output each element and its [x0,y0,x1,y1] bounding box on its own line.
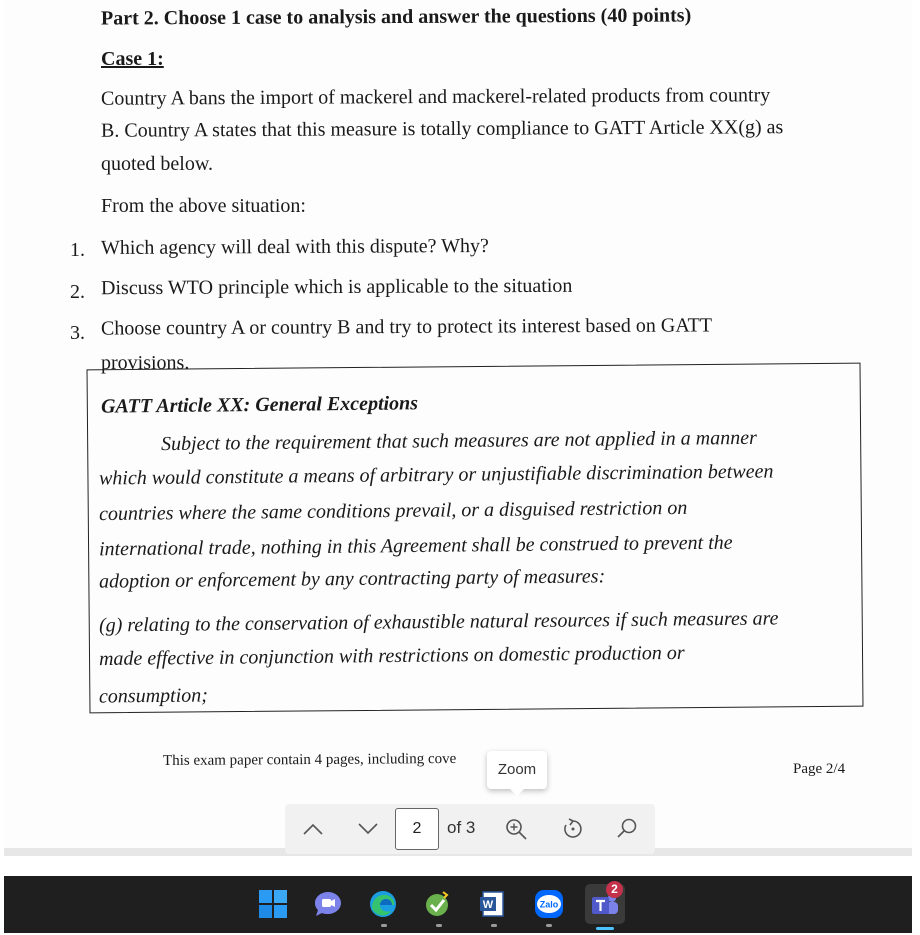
question-text-continued: provisions. [101,352,190,374]
taskbar-antivirus[interactable] [421,887,455,921]
intro-line-1: Country A bans the import of mackerel and mackerel-related products from country [100,84,771,110]
question-number: 1. [70,239,85,261]
previous-page-button[interactable] [298,814,328,844]
zoom-in-button[interactable] [501,814,531,844]
chat-icon [313,889,343,919]
page-number-footer: Page 2/4 [793,761,846,777]
footer-left: This exam paper contain 4 pages, including cove [162,750,457,770]
word-document-icon [478,889,508,919]
chevron-down-icon [357,822,379,836]
running-indicator [436,924,442,927]
rotate-button[interactable] [558,814,588,844]
intro-line-3: quoted below. [101,153,214,175]
start-button[interactable] [256,887,290,921]
part-heading: Part 2. Choose 1 case to analysis and answer the questions (40 points) [100,4,692,30]
quote-line: which would constitute a means of arbitrary or unjustifiable discrimination between [98,460,774,490]
zoom-tooltip: Zoom [487,751,547,789]
document-page [4,0,912,853]
clause-line: (g) relating to the conservation of exhaustible natural resources if such measures are [98,607,779,637]
case-heading: Case 1: [101,48,164,70]
word-icon-letter: W [482,899,494,911]
zalo-icon-label: Zalo [539,899,559,910]
question-text: Choose country A or country B and try to protect its interest based on GATT [100,314,713,340]
zoom-in-icon [504,817,528,841]
quote-line: adoption or enforcement by any contracting party of measures: [98,565,606,593]
page-total: of 3 [447,818,476,837]
taskbar-zalo[interactable] [532,887,566,921]
intro-line-2: B. Country A states that this measure is totally compliance to GATT Article XX(g) as [100,116,784,142]
quote-line: Subject to the requirement that such measures are not applied in a manner [160,426,757,456]
page-number-input[interactable] [395,808,439,850]
question-number: 2. [70,281,85,303]
running-indicator [491,924,497,927]
notification-badge: 2 [606,881,623,898]
chevron-up-icon [302,822,324,836]
windows-logo-icon [258,889,288,919]
antivirus-icon [423,889,453,919]
running-indicator [381,924,387,927]
clause-line: made effective in conjunction with restrictions on domestic production or [98,641,685,671]
from-above-text: From the above situation: [101,195,306,217]
taskbar-teams[interactable] [585,884,625,924]
question-text: Which agency will deal with this dispute? Why? [100,234,489,260]
quote-line: countries where the same conditions prevail, or a disguised restriction on [98,496,688,526]
rotate-icon [561,817,585,841]
edge-icon [368,889,398,919]
running-indicator [546,924,552,927]
taskbar-chat[interactable] [311,887,345,921]
clause-line: consumption; [98,684,208,708]
active-app-indicator [596,927,614,930]
search-icon [615,817,639,841]
taskbar-word[interactable] [476,887,510,921]
windows-taskbar [4,876,912,933]
search-button[interactable] [612,814,642,844]
zalo-icon [534,889,564,919]
pdf-navigation-toolbar [285,804,655,854]
taskbar-edge[interactable] [366,887,400,921]
quote-title: GATT Article XX: General Exceptions [100,392,419,418]
quote-line: international trade, nothing in this Agreement shall be construed to prevent the [98,531,733,561]
question-number: 3. [70,322,85,344]
next-page-button[interactable] [353,814,383,844]
question-text: Discuss WTO principle which is applicable to the situation [100,274,573,300]
